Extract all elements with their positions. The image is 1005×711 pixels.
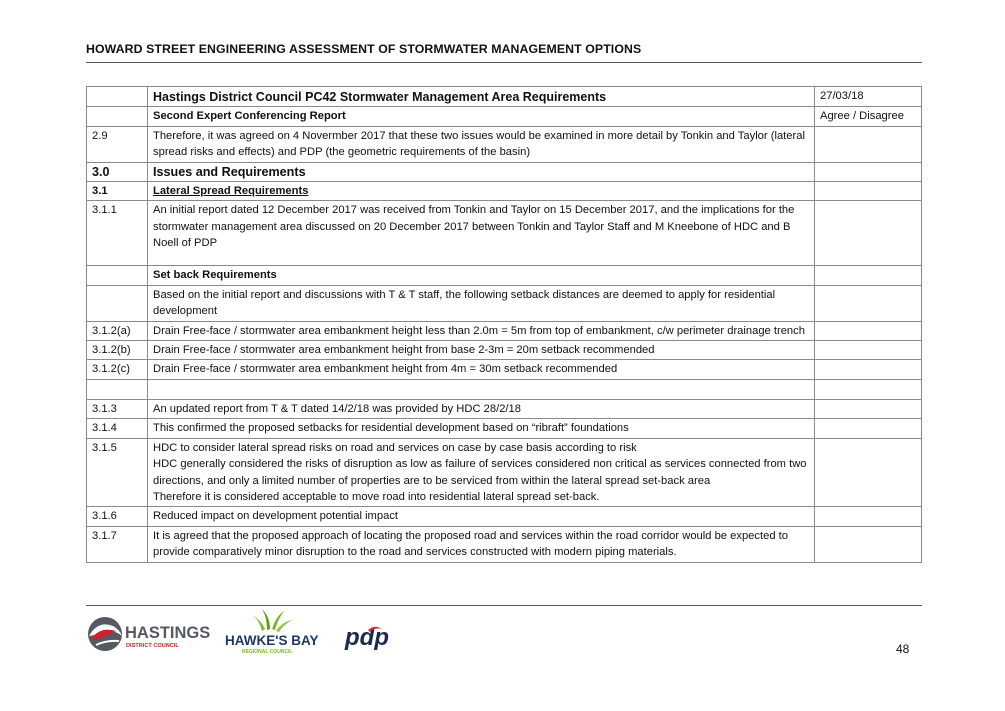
- row-number: 3.1.3: [87, 399, 148, 418]
- agree-cell: [815, 162, 922, 181]
- row-text: An updated report from T & T dated 14/2/18 was provided by HDC 28/2/18: [148, 399, 815, 418]
- row-text-line: Therefore it is considered acceptable to move road into residential lateral spread set-back.: [153, 490, 600, 503]
- table-row: [87, 526, 922, 562]
- agree-cell: [815, 419, 922, 438]
- agree-cell: [815, 507, 922, 526]
- agree-cell: [815, 526, 922, 562]
- pdp-wordmark: pdp: [345, 624, 389, 651]
- hastings-sub: DISTRICT COUNCIL: [126, 643, 179, 649]
- hawkes-bay-regional-council-logo: [222, 607, 330, 655]
- subsection-heading: Lateral Spread Requirements: [148, 182, 815, 201]
- hawkes-bay-sub: REGIONAL COUNCIL: [242, 649, 293, 655]
- row-number: 2.9: [87, 126, 148, 162]
- section-heading-row: [87, 162, 922, 181]
- row-text: [148, 379, 815, 399]
- agree-cell: [815, 438, 922, 507]
- footer-rule: [86, 605, 922, 606]
- row-number: [87, 266, 148, 285]
- agree-cell: [815, 182, 922, 201]
- section-heading: Issues and Requirements: [148, 162, 815, 181]
- row-number: [87, 379, 148, 399]
- row-number: 3.0: [87, 162, 148, 181]
- agree-cell: [815, 285, 922, 321]
- hawkes-bay-name: HAWKE'S BAY: [225, 633, 319, 648]
- row-text: An initial report dated 12 December 2017 was received from Tonkin and Taylor on 15 December 2017, and the implications for the stormwater management area discussed on 20 December 2017 between Tonkin and Taylor Staff and M Kneebone of HDC and B Noell of PDP: [148, 201, 815, 266]
- agree-cell: [815, 126, 922, 162]
- row-text: Drain Free-face / stormwater area embankment height from base 2-3m = 20m setback recommended: [148, 341, 815, 360]
- table-row: [87, 438, 922, 507]
- requirements-table: [86, 86, 922, 563]
- row-number: [87, 285, 148, 321]
- table-row: [87, 126, 922, 162]
- row-number: 3.1.2(c): [87, 360, 148, 379]
- row-number: 3.1.1: [87, 201, 148, 266]
- row-text: Based on the initial report and discussions with T & T staff, the following setback distances are deemed to apply for residential development: [148, 285, 815, 321]
- empty-row: [87, 379, 922, 399]
- agree-cell: [815, 266, 922, 285]
- table-title: Hastings District Council PC42 Stormwater Management Area Requirements: [148, 87, 815, 107]
- row-number: 3.1.2(a): [87, 321, 148, 340]
- row-text-line: HDC to consider lateral spread risks on road and services on case by case basis according to risk: [153, 441, 637, 454]
- table-date: 27/03/18: [815, 87, 922, 107]
- agree-disagree-label: Agree / Disagree: [815, 107, 922, 126]
- agree-cell: [815, 341, 922, 360]
- table-row: [87, 266, 922, 285]
- table-row: [87, 201, 922, 266]
- agree-cell: [815, 399, 922, 418]
- table-row: [87, 285, 922, 321]
- row-text: Therefore, it was agreed on 4 Novermber 2017 that these two issues would be examined in more detail by Tonkin and Taylor (lateral spread risks and effects) and PDP (the geometric requirements of the basin): [148, 126, 815, 162]
- table-row: [87, 360, 922, 379]
- agree-cell: [815, 321, 922, 340]
- agree-cell: [815, 201, 922, 266]
- table-row: [87, 419, 922, 438]
- row-number: 3.1.4: [87, 419, 148, 438]
- row-text: This confirmed the proposed setbacks for residential development based on “ribraft” foundations: [148, 419, 815, 438]
- row-text: [148, 438, 815, 507]
- agree-cell: [815, 379, 922, 399]
- header-rule: [86, 62, 922, 63]
- row-text: It is agreed that the proposed approach of locating the proposed road and services within the road corridor would be expected to provide comparatively minor disruption to the road and services constructed with modern piping materials.: [148, 526, 815, 562]
- subsection-heading-row: [87, 182, 922, 201]
- table-row: [87, 507, 922, 526]
- row-number: 3.1.2(b): [87, 341, 148, 360]
- hastings-district-council-logo: [86, 614, 211, 654]
- table-row: [87, 399, 922, 418]
- page-number: 48: [896, 642, 910, 656]
- hastings-name: HASTINGS: [125, 624, 211, 642]
- row-number: 3.1.5: [87, 438, 148, 507]
- row-text: Drain Free-face / stormwater area embankment height from 4m = 30m setback recommended: [148, 360, 815, 379]
- table-subtitle: Second Expert Conferencing Report: [148, 107, 815, 126]
- row-number: 3.1: [87, 182, 148, 201]
- blank-cell: [87, 107, 148, 126]
- table-subtitle-row: [87, 107, 922, 126]
- table-row: [87, 321, 922, 340]
- setback-heading: Set back Requirements: [148, 266, 815, 285]
- table-row: [87, 341, 922, 360]
- row-text: Reduced impact on development potential impact: [148, 507, 815, 526]
- agree-cell: [815, 360, 922, 379]
- row-number: 3.1.6: [87, 507, 148, 526]
- pdp-logo: [344, 624, 400, 654]
- row-text: Drain Free-face / stormwater area embankment height less than 2.0m = 5m from top of embankment, c/w perimeter drainage trench: [148, 321, 815, 340]
- blank-cell: [87, 87, 148, 107]
- document-header: HOWARD STREET ENGINEERING ASSESSMENT OF STORMWATER MANAGEMENT OPTIONS: [86, 42, 642, 56]
- table-title-row: [87, 87, 922, 107]
- row-number: 3.1.7: [87, 526, 148, 562]
- row-text-line: HDC generally considered the risks of disruption as low as failure of services considered non critical as services connected from two directions, and only a limited number of properties are to be serviced from within the lateral spread set-back area: [153, 458, 807, 487]
